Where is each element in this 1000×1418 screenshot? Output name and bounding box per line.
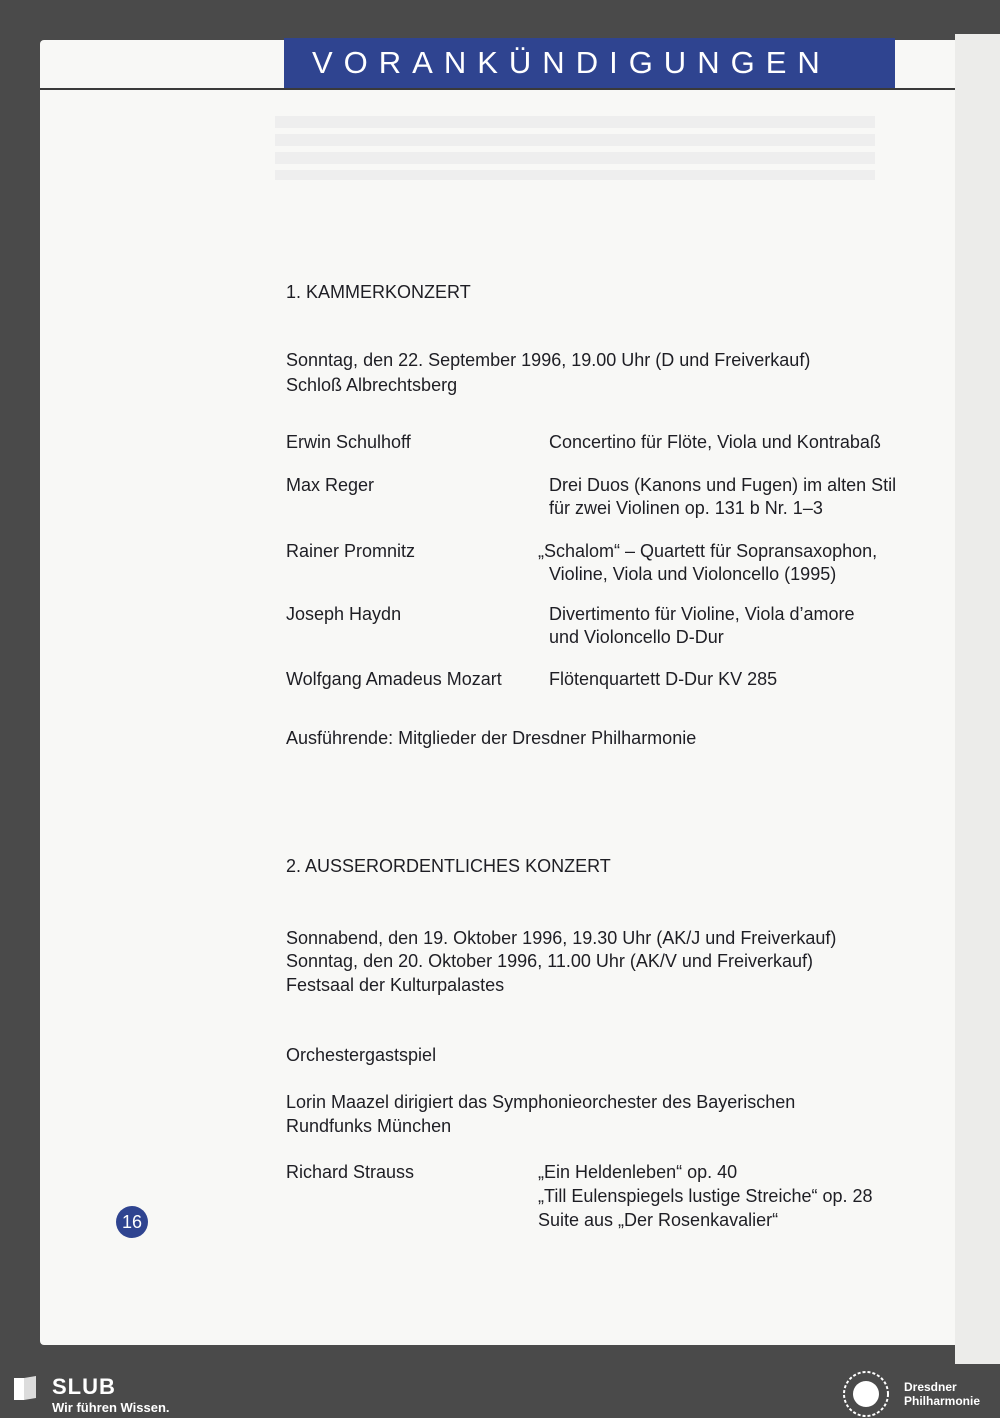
program-work-continued: Violine, Viola und Violoncello (1995): [549, 564, 837, 584]
concert2-venue: Festsaal der Kulturpalastes: [286, 975, 505, 995]
program-work: „Schalom“ – Quartett für Sopransaxophon,: [538, 541, 878, 561]
program-work: Divertimento für Violine, Viola d’amore: [549, 604, 855, 624]
program-composer: Max Reger: [286, 475, 375, 495]
concert1-title: 1. KAMMERKONZERT: [286, 282, 471, 302]
program-work-continued: für zwei Violinen op. 131 b Nr. 1–3: [549, 498, 823, 518]
next-page-edge: [955, 34, 1000, 1364]
concert1-date: Sonntag, den 22. September 1996, 19.00 Uhr (D und Freiverkauf): [286, 350, 811, 370]
program-work: Flötenquartett D-Dur KV 285: [549, 669, 778, 689]
footer-bar: [0, 1368, 1000, 1418]
concert2-date-2: Sonntag, den 20. Oktober 1996, 11.00 Uhr (AK/V und Freiverkauf): [286, 951, 813, 971]
library-tagline: Wir führen Wissen.: [52, 1400, 170, 1415]
concert2-composer: Richard Strauss: [286, 1162, 415, 1182]
program-work: Concertino für Flöte, Viola und Kontrabaß: [549, 432, 881, 452]
concert2-title: 2. AUSSERORDENTLICHES KONZERT: [286, 856, 611, 876]
program-work-continued: und Violoncello D-Dur: [549, 627, 724, 647]
document-page: [40, 40, 960, 1345]
page-number: 16: [116, 1206, 148, 1238]
concert2-type: Orchestergastspiel: [286, 1045, 437, 1065]
concert2-work: „Ein Heldenleben“ op. 40: [538, 1162, 738, 1182]
philharmonie-logo-icon: [842, 1370, 890, 1418]
program-composer: Wolfgang Amadeus Mozart: [286, 669, 502, 689]
program-composer: Rainer Promnitz: [286, 541, 416, 561]
concert2-conductor: Lorin Maazel dirigiert das Symphonieorchester des Bayerischen: [286, 1092, 796, 1112]
orchestra-name-line2: Philharmonie: [904, 1394, 981, 1408]
slub-logo-icon: [12, 1374, 40, 1402]
program-composer: Joseph Haydn: [286, 604, 402, 624]
orchestra-name-line1: Dresdner: [904, 1380, 957, 1394]
concert2-date-1: Sonnabend, den 19. Oktober 1996, 19.30 Uhr (AK/J und Freiverkauf): [286, 928, 837, 948]
program-composer: Erwin Schulhoff: [286, 432, 411, 452]
program-work: Drei Duos (Kanons und Fugen) im alten Stil: [549, 475, 897, 495]
bleed-through-texture: [275, 110, 875, 180]
concert2-work: Suite aus „Der Rosenkavalier“: [538, 1210, 779, 1230]
library-name: SLUB: [52, 1374, 116, 1399]
concert1-venue: Schloß Albrechtsberg: [286, 375, 458, 395]
concert2-conductor-continued: Rundfunks München: [286, 1116, 452, 1136]
header-title: VORANKÜNDIGUNGEN: [284, 38, 895, 88]
orchestra-name: [904, 1380, 980, 1408]
header-rule: [40, 88, 955, 90]
concert2-work: „Till Eulenspiegels lustige Streiche“ op. 28: [538, 1186, 873, 1206]
concert1-performers: Ausführende: Mitglieder der Dresdner Philharmonie: [286, 728, 697, 748]
